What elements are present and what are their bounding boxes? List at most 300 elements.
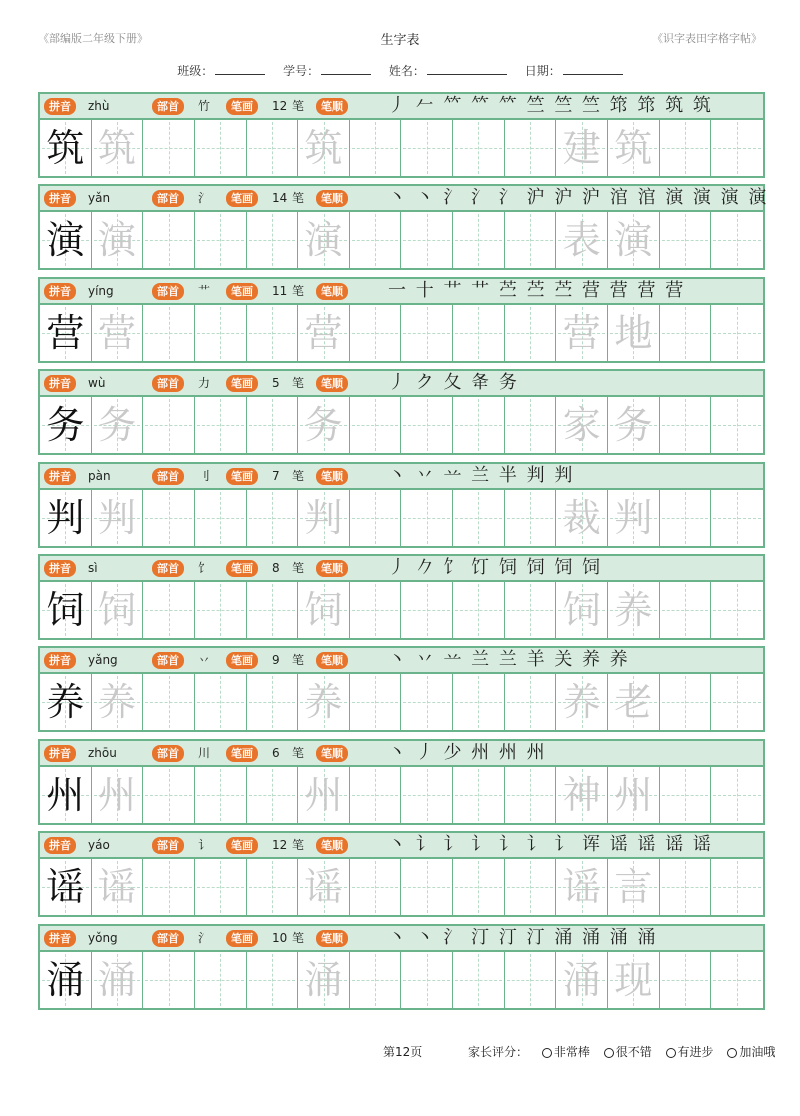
trace-character: 筑 [97, 126, 136, 170]
grid-cell[interactable] [660, 397, 712, 453]
grid-cell[interactable] [350, 859, 402, 915]
stroke-count-label: 笔画 [226, 98, 258, 115]
trace-character: 养 [97, 680, 136, 725]
grid-cell[interactable] [556, 952, 608, 1008]
trace-character: 现 [614, 957, 653, 1002]
stroke-unit: 笔 [292, 653, 305, 668]
grid-cell[interactable] [195, 305, 247, 361]
class-field[interactable]: 班级： [177, 62, 265, 79]
grid-cell[interactable] [608, 305, 660, 361]
character-entry [38, 462, 765, 548]
grid-cell[interactable] [298, 490, 350, 546]
stroke-unit: 笔 [292, 468, 305, 483]
grid-cell[interactable] [401, 212, 453, 268]
grid-cell[interactable] [453, 767, 505, 823]
radical-value: 艹 [198, 283, 211, 298]
trace-character: 务 [614, 403, 653, 448]
rating-option-progress[interactable]: 有进步 [666, 1045, 714, 1059]
grid-cell[interactable] [505, 582, 557, 638]
stroke-order-label: 笔顺 [316, 190, 348, 207]
stroke-order-sequence: 丿 𠂉 𥫗 𥫗 𥫗 竺 竺 竺 筇 筇 筑 筑 [388, 95, 713, 116]
grid-cell[interactable] [401, 674, 453, 730]
grid-cell[interactable] [298, 397, 350, 453]
entry-info-bar [38, 554, 765, 580]
model-character: 演 [46, 218, 85, 263]
header-right-title: 《识字表田字格字帖》 [652, 32, 762, 45]
stroke-order-label: 笔顺 [316, 930, 348, 947]
trace-character: 州 [97, 772, 136, 817]
rating-option-excellent[interactable]: 非常棒 [542, 1045, 590, 1059]
stroke-unit: 笔 [292, 930, 305, 945]
grid-cell[interactable] [453, 305, 505, 361]
grid-cell[interactable] [711, 397, 763, 453]
grid-cell[interactable] [401, 120, 453, 176]
grid-cell[interactable] [247, 582, 299, 638]
grid-cell[interactable] [608, 582, 660, 638]
grid-cell[interactable] [711, 859, 763, 915]
grid-cell[interactable] [298, 859, 350, 915]
grid-cell[interactable] [195, 397, 247, 453]
grid-cell[interactable] [143, 212, 195, 268]
grid-cell[interactable] [40, 859, 92, 915]
grid-cell[interactable] [401, 582, 453, 638]
stroke-count-label: 笔画 [226, 190, 258, 207]
grid-cell[interactable] [92, 674, 144, 730]
grid-cell[interactable] [92, 120, 144, 176]
grid-cell[interactable] [711, 582, 763, 638]
grid-cell[interactable] [556, 582, 608, 638]
grid-cell[interactable] [453, 582, 505, 638]
stroke-count-label: 笔画 [226, 837, 258, 854]
stroke-order-sequence: 丿 ク 夂 夅 务 [388, 372, 519, 394]
trace-character: 建 [562, 126, 601, 170]
pinyin-label: 拼音 [44, 930, 76, 947]
trace-character: 判 [97, 495, 136, 540]
radical-label: 部首 [152, 930, 184, 947]
grid-cell[interactable] [298, 582, 350, 638]
trace-character: 演 [97, 218, 136, 263]
grid-cell[interactable] [298, 767, 350, 823]
grid-cell[interactable] [195, 120, 247, 176]
stroke-count-value: 12 [272, 99, 288, 113]
grid-cell[interactable] [711, 120, 763, 176]
stroke-count-value: 7 [272, 468, 280, 483]
pinyin-value: zhōu [88, 745, 117, 760]
grid-cell[interactable] [247, 767, 299, 823]
stroke-count-label: 笔画 [226, 745, 258, 762]
trace-character: 饲 [562, 588, 601, 632]
grid-cell[interactable] [350, 397, 402, 453]
pinyin-value: yíng [88, 283, 114, 298]
date-field[interactable]: 日期： [525, 62, 623, 79]
radical-label: 部首 [152, 745, 184, 762]
stroke-count-value: 9 [272, 653, 280, 668]
grid-cell[interactable] [40, 490, 92, 546]
character-entry [38, 554, 765, 640]
trace-character: 涌 [97, 957, 136, 1002]
grid-cell[interactable] [247, 674, 299, 730]
grid-cell[interactable] [143, 305, 195, 361]
grid-cell[interactable] [40, 952, 92, 1008]
stroke-count-value: 14 [272, 191, 288, 206]
grid-cell[interactable] [401, 767, 453, 823]
tianzige-grid [38, 303, 765, 363]
grid-cell[interactable] [401, 397, 453, 453]
grid-cell[interactable] [608, 859, 660, 915]
grid-cell[interactable] [350, 120, 402, 176]
grid-cell[interactable] [453, 674, 505, 730]
grid-cell[interactable] [143, 490, 195, 546]
tianzige-grid [38, 672, 765, 732]
student-info-row [0, 62, 800, 79]
grid-cell[interactable] [556, 305, 608, 361]
pinyin-label: 拼音 [44, 468, 76, 485]
radical-label: 部首 [152, 560, 184, 577]
stroke-count-label: 笔画 [226, 560, 258, 577]
stroke-unit: 笔 [292, 283, 305, 298]
grid-cell[interactable] [711, 952, 763, 1008]
grid-cell[interactable] [608, 952, 660, 1008]
grid-cell[interactable] [298, 305, 350, 361]
pinyin-label: 拼音 [44, 283, 76, 300]
stroke-count-label: 笔画 [226, 930, 258, 947]
grid-cell[interactable] [298, 952, 350, 1008]
grid-cell[interactable] [401, 490, 453, 546]
radical-value: 氵 [198, 191, 211, 206]
pinyin-value: wù [88, 376, 106, 391]
stroke-order-label: 笔顺 [316, 468, 348, 485]
trace-character: 筑 [614, 126, 653, 170]
stroke-order-sequence: 一 十 艹 艹 苎 苎 苎 营 营 营 营 [388, 279, 686, 301]
entry-info-bar [38, 462, 765, 488]
grid-cell[interactable] [247, 305, 299, 361]
page-title: 生字表 [380, 33, 420, 48]
grid-cell[interactable] [247, 212, 299, 268]
grid-cell[interactable] [505, 767, 557, 823]
grid-cell[interactable] [453, 952, 505, 1008]
radical-label: 部首 [152, 468, 184, 485]
grid-cell[interactable] [711, 674, 763, 730]
trace-character: 演 [614, 218, 653, 263]
grid-cell[interactable] [556, 120, 608, 176]
model-character: 务 [46, 403, 85, 448]
grid-cell[interactable] [350, 674, 402, 730]
model-character: 筑 [46, 126, 85, 170]
entry-info-bar [38, 646, 765, 672]
pinyin-value: pàn [88, 468, 111, 483]
grid-cell[interactable] [660, 952, 712, 1008]
radical-value: 川 [198, 745, 211, 760]
pinyin-value: sì [88, 561, 98, 575]
grid-cell[interactable] [350, 582, 402, 638]
header-left-title: 《部编版二年级下册》 [38, 32, 148, 45]
grid-cell[interactable] [40, 212, 92, 268]
stroke-order-label: 笔顺 [316, 560, 348, 577]
character-entry [38, 739, 765, 825]
trace-character: 谣 [304, 865, 343, 910]
tianzige-grid [38, 580, 765, 640]
grid-cell[interactable] [505, 212, 557, 268]
grid-cell[interactable] [40, 674, 92, 730]
stroke-order-label: 笔顺 [316, 283, 348, 300]
trace-character: 州 [304, 772, 343, 817]
trace-character: 地 [614, 310, 653, 355]
grid-cell[interactable] [505, 952, 557, 1008]
radical-label: 部首 [152, 283, 184, 300]
model-character: 涌 [46, 957, 85, 1002]
grid-cell[interactable] [660, 490, 712, 546]
character-entry [38, 924, 765, 1010]
grid-cell[interactable] [660, 859, 712, 915]
stroke-count-value: 8 [272, 561, 280, 575]
radical-value: 讠 [198, 838, 211, 853]
stroke-count-label: 笔画 [226, 375, 258, 392]
pinyin-value: yǎng [88, 653, 118, 668]
tianzige-grid [38, 950, 765, 1010]
grid-cell[interactable] [247, 952, 299, 1008]
grid-cell[interactable] [453, 212, 505, 268]
radical-label: 部首 [152, 375, 184, 392]
stroke-order-sequence: 丿 𠂊 饣 饤 饲 饲 饲 饲 [388, 557, 603, 578]
grid-cell[interactable] [505, 120, 557, 176]
model-character: 养 [46, 680, 85, 725]
trace-character: 务 [304, 403, 343, 448]
radio-circle-icon [666, 1048, 676, 1058]
grid-cell[interactable] [608, 212, 660, 268]
tianzige-grid [38, 210, 765, 270]
grid-cell[interactable] [660, 582, 712, 638]
stroke-order-label: 笔顺 [316, 745, 348, 762]
radical-value: 氵 [198, 930, 211, 945]
pinyin-value: zhù [88, 99, 110, 113]
character-entry [38, 646, 765, 732]
stroke-count-value: 5 [272, 376, 280, 391]
grid-cell[interactable] [92, 952, 144, 1008]
trace-character: 州 [614, 772, 653, 817]
grid-cell[interactable] [143, 767, 195, 823]
grid-cell[interactable] [247, 397, 299, 453]
grid-cell[interactable] [556, 859, 608, 915]
entry-info-bar [38, 369, 765, 395]
parent-rating [468, 1043, 775, 1060]
trace-character: 养 [562, 680, 601, 725]
grid-cell[interactable] [453, 859, 505, 915]
grid-cell[interactable] [143, 952, 195, 1008]
trace-character: 判 [304, 495, 343, 540]
grid-cell[interactable] [350, 305, 402, 361]
stroke-order-sequence: 丶 丶 氵 氵 氵 沪 沪 沪 涫 涫 演 演 演 演 [388, 187, 769, 209]
trace-character: 家 [562, 403, 601, 448]
stroke-count-value: 6 [272, 745, 280, 760]
character-entry [38, 184, 769, 270]
grid-cell[interactable] [401, 952, 453, 1008]
stroke-count-label: 笔画 [226, 652, 258, 669]
radio-circle-icon [604, 1048, 614, 1058]
stroke-unit: 笔 [292, 561, 305, 575]
stroke-order-label: 笔顺 [316, 375, 348, 392]
trace-character: 务 [97, 403, 136, 448]
grid-cell[interactable] [453, 120, 505, 176]
trace-character: 谣 [562, 865, 601, 910]
grid-cell[interactable] [556, 490, 608, 546]
grid-cell[interactable] [660, 212, 712, 268]
entry-info-bar [38, 739, 765, 765]
grid-cell[interactable] [143, 674, 195, 730]
grid-cell[interactable] [660, 674, 712, 730]
grid-cell[interactable] [350, 212, 402, 268]
grid-cell[interactable] [143, 582, 195, 638]
grid-cell[interactable] [711, 305, 763, 361]
stroke-order-sequence: 丶 讠 讠 讠 讠 讠 讠 诨 谣 谣 谣 谣 [388, 834, 713, 856]
grid-cell[interactable] [195, 674, 247, 730]
grid-cell[interactable] [505, 490, 557, 546]
rating-option-good[interactable]: 很不错 [604, 1045, 652, 1059]
grid-cell[interactable] [505, 859, 557, 915]
grid-cell[interactable] [92, 859, 144, 915]
radio-circle-icon [542, 1048, 552, 1058]
rating-option-keep-trying[interactable]: 加油哦 [727, 1045, 775, 1059]
pinyin-value: yáo [88, 838, 110, 853]
grid-cell[interactable] [453, 490, 505, 546]
stroke-order-sequence: 丶 丶 氵 汀 汀 汀 涌 涌 涌 涌 [388, 926, 658, 948]
page-number: 第12页 [383, 1045, 423, 1059]
pinyin-label: 拼音 [44, 98, 76, 115]
grid-cell[interactable] [608, 120, 660, 176]
stroke-count-value: 12 [272, 838, 288, 853]
character-entry [38, 92, 765, 178]
stroke-order-label: 笔顺 [316, 837, 348, 854]
entry-info-bar [38, 184, 769, 210]
grid-cell[interactable] [660, 305, 712, 361]
grid-cell[interactable] [92, 305, 144, 361]
model-character: 饲 [46, 588, 85, 632]
grid-cell[interactable] [40, 767, 92, 823]
entry-info-bar [38, 277, 765, 303]
stroke-order-sequence: 丶 丷 䒑 兰 半 判 判 [388, 464, 575, 486]
stroke-unit: 笔 [292, 376, 305, 391]
grid-cell[interactable] [401, 859, 453, 915]
trace-character: 涌 [562, 957, 601, 1002]
trace-character: 言 [614, 865, 653, 910]
stroke-unit: 笔 [292, 99, 305, 113]
trace-character: 神 [562, 772, 601, 817]
grid-cell[interactable] [608, 397, 660, 453]
grid-cell[interactable] [608, 767, 660, 823]
grid-cell[interactable] [143, 397, 195, 453]
radical-label: 部首 [152, 98, 184, 115]
grid-cell[interactable] [608, 490, 660, 546]
grid-cell[interactable] [453, 397, 505, 453]
grid-cell[interactable] [298, 674, 350, 730]
trace-character: 涌 [304, 957, 343, 1002]
tianzige-grid [38, 395, 765, 455]
stroke-unit: 笔 [292, 745, 305, 760]
pinyin-value: yǎn [88, 191, 111, 206]
grid-cell[interactable] [40, 120, 92, 176]
grid-cell[interactable] [195, 859, 247, 915]
model-character: 谣 [46, 865, 85, 910]
trace-character: 裁 [562, 495, 601, 540]
student-id-field[interactable]: 学号： [283, 62, 371, 79]
stroke-unit: 笔 [292, 191, 305, 206]
grid-cell[interactable] [40, 305, 92, 361]
grid-cell[interactable] [195, 582, 247, 638]
grid-cell[interactable] [195, 952, 247, 1008]
grid-cell[interactable] [92, 490, 144, 546]
grid-cell[interactable] [711, 490, 763, 546]
pinyin-label: 拼音 [44, 190, 76, 207]
grid-cell[interactable] [40, 397, 92, 453]
pinyin-label: 拼音 [44, 560, 76, 577]
grid-cell[interactable] [505, 305, 557, 361]
grid-cell[interactable] [350, 952, 402, 1008]
stroke-order-label: 笔顺 [316, 652, 348, 669]
grid-cell[interactable] [556, 674, 608, 730]
trace-character: 养 [304, 680, 343, 725]
grid-cell[interactable] [660, 120, 712, 176]
grid-cell[interactable] [247, 859, 299, 915]
grid-cell[interactable] [711, 767, 763, 823]
stroke-order-label: 笔顺 [316, 98, 348, 115]
tianzige-grid [38, 857, 765, 917]
grid-cell[interactable] [247, 490, 299, 546]
grid-cell[interactable] [711, 212, 763, 268]
grid-cell[interactable] [556, 397, 608, 453]
grid-cell[interactable] [298, 120, 350, 176]
grid-cell[interactable] [660, 767, 712, 823]
pinyin-value: yǒng [88, 930, 118, 945]
grid-cell[interactable] [92, 212, 144, 268]
grid-cell[interactable] [195, 490, 247, 546]
radical-label: 部首 [152, 190, 184, 207]
stroke-order-sequence: 丶 丷 䒑 兰 兰 羊 关 养 养 [388, 649, 630, 671]
radical-value: 力 [198, 376, 211, 391]
grid-cell[interactable] [350, 490, 402, 546]
grid-cell[interactable] [247, 120, 299, 176]
stroke-count-value: 10 [272, 930, 288, 945]
pinyin-label: 拼音 [44, 837, 76, 854]
entry-info-bar [38, 924, 765, 950]
grid-cell[interactable] [505, 674, 557, 730]
radio-circle-icon [727, 1048, 737, 1058]
stroke-count-label: 笔画 [226, 283, 258, 300]
grid-cell[interactable] [556, 767, 608, 823]
grid-cell[interactable] [298, 212, 350, 268]
character-entry [38, 369, 765, 455]
radical-value: 饣 [198, 561, 211, 575]
grid-cell[interactable] [143, 120, 195, 176]
trace-character: 营 [97, 310, 136, 355]
grid-cell[interactable] [505, 397, 557, 453]
grid-cell[interactable] [92, 767, 144, 823]
grid-cell[interactable] [401, 305, 453, 361]
grid-cell[interactable] [40, 582, 92, 638]
grid-cell[interactable] [92, 397, 144, 453]
model-character: 州 [46, 772, 85, 817]
tianzige-grid [38, 488, 765, 548]
grid-cell[interactable] [195, 212, 247, 268]
tianzige-grid [38, 765, 765, 825]
grid-cell[interactable] [92, 582, 144, 638]
grid-cell[interactable] [195, 767, 247, 823]
grid-cell[interactable] [608, 674, 660, 730]
name-field[interactable]: 姓名： [389, 62, 507, 79]
trace-character: 谣 [97, 865, 136, 910]
pinyin-label: 拼音 [44, 652, 76, 669]
grid-cell[interactable] [556, 212, 608, 268]
grid-cell[interactable] [143, 859, 195, 915]
grid-cell[interactable] [350, 767, 402, 823]
